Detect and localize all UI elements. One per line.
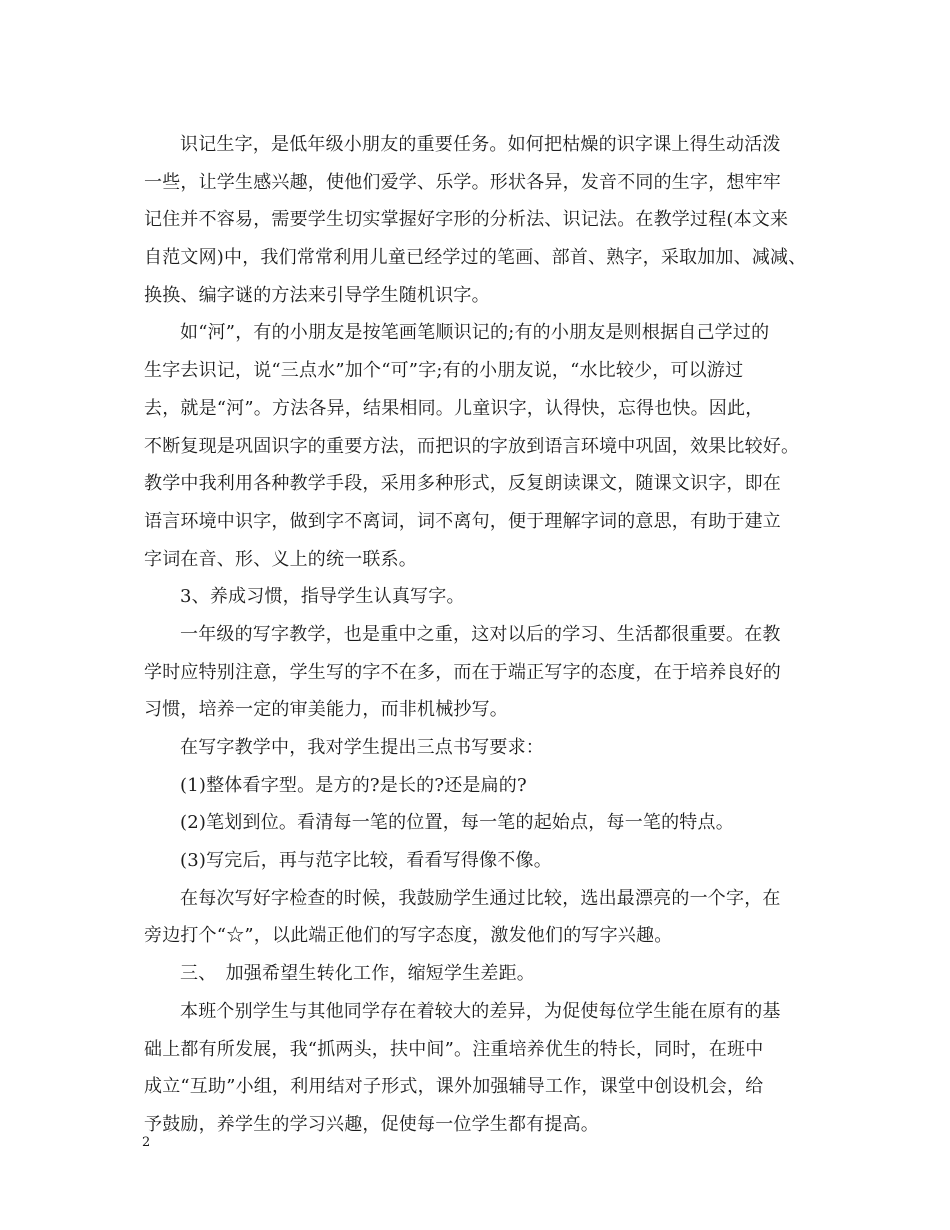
paragraph-line: 础上都有所发展，我“抓两头，扶中间”。注重培养优生的特长，同时，在班中 bbox=[144, 1038, 764, 1060]
paragraph-line: 去，就是“河”。方法各异，结果相同。儿童识字，认得快，忘得也快。因此， bbox=[144, 397, 764, 419]
paragraph-line: 识记生字，是低年级小朋友的重要任务。如何把枯燥的识字课上得生动活泼 bbox=[180, 134, 781, 155]
paragraph-line: 生字去识记，说“三点水”加个“可”字;有的小朋友说，“水比较少，可以游过 bbox=[144, 360, 744, 382]
paragraph-line: 旁边打个“☆”，以此端正他们的写字态度，激发他们的写字兴趣。 bbox=[144, 925, 673, 947]
paragraph-line: 成立“互助”小组，利用结对子形式，课外加强辅导工作，课堂中创设机会，给 bbox=[144, 1076, 764, 1098]
section-heading: 三、 加强希望生转化工作，缩短学生差距。 bbox=[180, 963, 535, 985]
paragraph-line: 一年级的写字教学，也是重中之重，这对以后的学习、生活都很重要。在教 bbox=[180, 623, 781, 645]
paragraph-line: 自范文网)中，我们常常利用儿童已经学过的笔画、部首、熟字，采取加加、减减、 bbox=[144, 247, 807, 269]
paragraph-line: 语言环境中识字，做到字不离词，词不离句，便于理解字词的意思，有助于建立 bbox=[144, 510, 781, 532]
paragraph-line: 一些，让学生感兴趣，使他们爱学、乐学。形状各异，发音不同的生字，想牢牢 bbox=[144, 171, 781, 193]
paragraph-line: 记住并不容易，需要学生切实掌握好字形的分析法、识记法。在教学过程(本文来 bbox=[144, 209, 789, 231]
list-item: (1)整体看字型。是方的?是长的?还是扁的? bbox=[180, 774, 527, 796]
list-item: (2)笔划到位。看清每一笔的位置，每一笔的起始点，每一笔的特点。 bbox=[180, 812, 734, 834]
paragraph-line: 学时应特别注意，学生写的字不在多，而在于端正写字的态度，在于培养良好的 bbox=[144, 661, 781, 683]
list-item: (3)写完后，再与范字比较，看看写得像不像。 bbox=[180, 850, 552, 872]
section-heading: 3、养成习惯，指导学生认真写字。 bbox=[180, 586, 465, 608]
paragraph-line: 不断复现是巩固识字的重要方法，而把识的字放到语言环境中巩固，效果比较好。 bbox=[144, 435, 800, 457]
paragraph-line: 字词在音、形、义上的统一联系。 bbox=[144, 548, 417, 570]
paragraph-line: 本班个别学生与其他同学存在着较大的差异，为促使每位学生能在原有的基 bbox=[180, 1000, 781, 1022]
document-body bbox=[144, 126, 824, 1144]
paragraph-line: 换换、编字谜的方法来引导学生随机识字。 bbox=[144, 284, 490, 306]
paragraph-line: 予鼓励，养学生的学习兴趣，促使每一位学生都有提高。 bbox=[144, 1113, 599, 1135]
paragraph-line: 如“河”，有的小朋友是按笔画笔顺识记的;有的小朋友是则根据自己学过的 bbox=[180, 322, 770, 344]
paragraph-line: 在写字教学中，我对学生提出三点书写要求： bbox=[180, 737, 544, 758]
paragraph-line: 在每次写好字检查的时候，我鼓励学生通过比较，选出最漂亮的一个字，在 bbox=[180, 887, 781, 909]
paragraph-line: 习惯，培养一定的审美能力，而非机械抄写。 bbox=[144, 699, 508, 721]
page-number: 2 bbox=[142, 1135, 151, 1150]
paragraph-line: 教学中我利用各种教学手段，采用多种形式，反复朗读课文，随课文识字，即在 bbox=[144, 473, 781, 495]
